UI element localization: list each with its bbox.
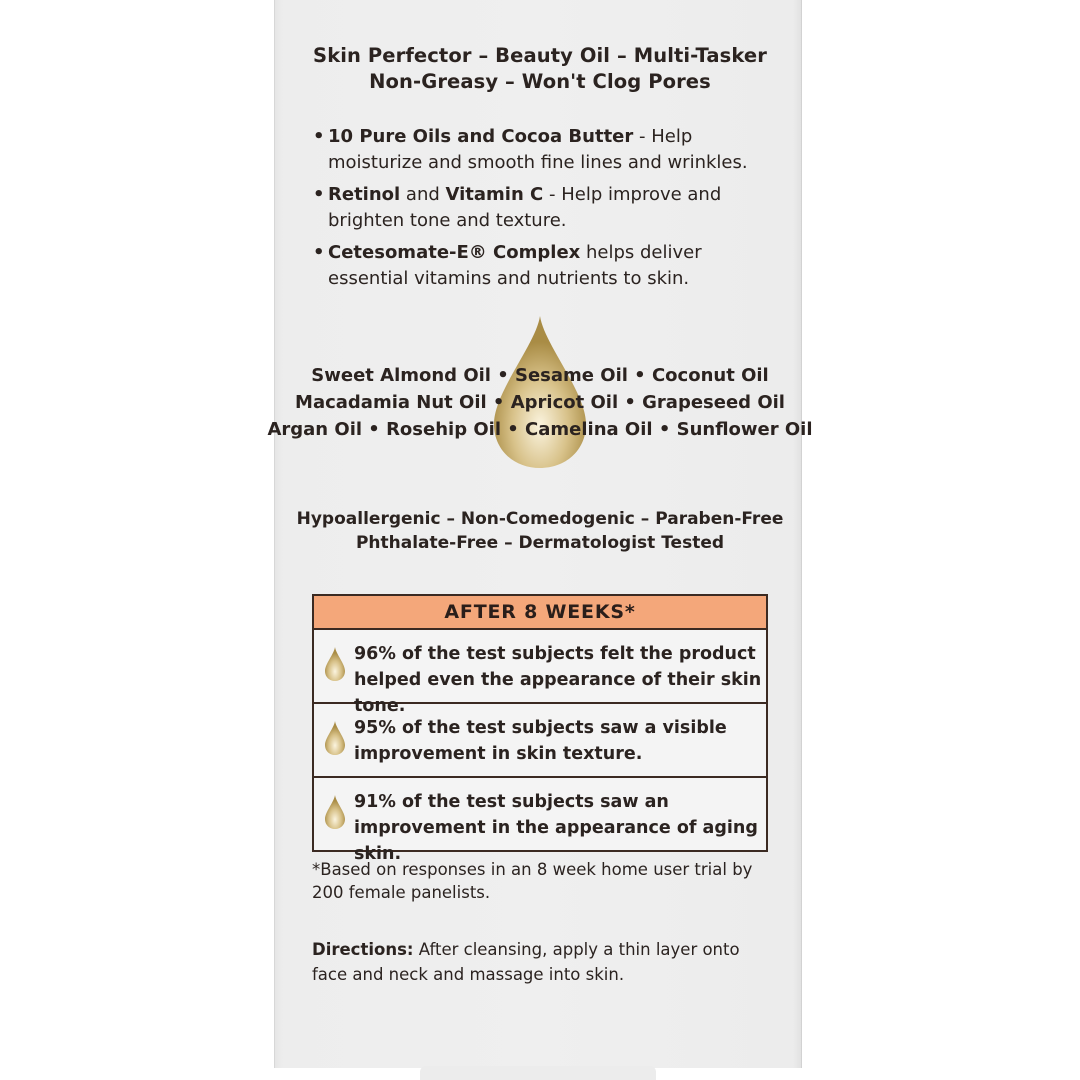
result-text: 91% of the test subjects saw an improvement in the appearance of aging skin.	[354, 792, 758, 864]
oil-list-row-1: Sweet Almond Oil • Sesame Oil • Coconut Oil	[311, 365, 769, 386]
benefit-text: and	[400, 184, 446, 205]
small-drop-icon	[324, 646, 346, 682]
benefit-text: - Help moisturize and smooth fine lines and wrinkles.	[328, 126, 748, 173]
benefit-list	[312, 124, 782, 298]
directions-text: After cleansing, apply a thin layer onto face and neck and massage into skin.	[312, 940, 740, 984]
results-box	[312, 594, 768, 864]
benefit-bold: 10 Pure Oils and Cocoa Butter	[328, 126, 634, 147]
tagline-line-2: Non-Greasy – Won't Clog Pores	[369, 70, 711, 93]
benefit-bold: Cetesomate-E® Complex	[328, 242, 581, 263]
directions-label: Directions:	[312, 940, 414, 959]
oil-list	[0, 362, 1080, 443]
claims-line-2: Phthalate-Free – Dermatologist Tested	[355, 533, 725, 553]
result-row	[314, 630, 766, 716]
claims-line-1: Hypoallergenic – Non-Comedogenic – Paraben-Free	[296, 509, 784, 529]
oil-list-row-2: Macadamia Nut Oil • Apricot Oil • Grapeseed Oil	[295, 392, 785, 413]
benefit-bold: Retinol	[328, 184, 401, 205]
small-drop-icon	[324, 720, 346, 756]
free-from-claims	[0, 507, 1080, 555]
results-heading: AFTER 8 WEEKS*	[314, 596, 766, 630]
result-row	[314, 704, 766, 778]
benefit-item	[312, 240, 782, 292]
result-text: 95% of the test subjects saw a visible improvement in skin texture.	[354, 718, 727, 764]
benefit-item	[312, 182, 782, 234]
tagline-line-1: Skin Perfector – Beauty Oil – Multi-Tasker	[313, 44, 767, 67]
benefit-text: - Help improve and brighten tone and texture.	[328, 184, 722, 231]
directions	[312, 937, 772, 987]
package-tab	[420, 1066, 656, 1080]
result-row	[314, 778, 766, 864]
small-drop-icon	[324, 794, 346, 830]
tagline	[0, 43, 1080, 95]
benefit-item	[312, 124, 782, 176]
oil-list-row-3: Argan Oil • Rosehip Oil • Camelina Oil • Sunflower Oil	[267, 419, 813, 440]
benefit-text: helps deliver essential vitamins and nutrients to skin.	[328, 242, 702, 289]
benefit-bold: Vitamin C	[445, 184, 544, 205]
result-text: 96% of the test subjects felt the product helped even the appearance of their skin tone.	[354, 644, 762, 716]
footnote: *Based on responses in an 8 week home user trial by 200 female panelists.	[312, 860, 753, 902]
